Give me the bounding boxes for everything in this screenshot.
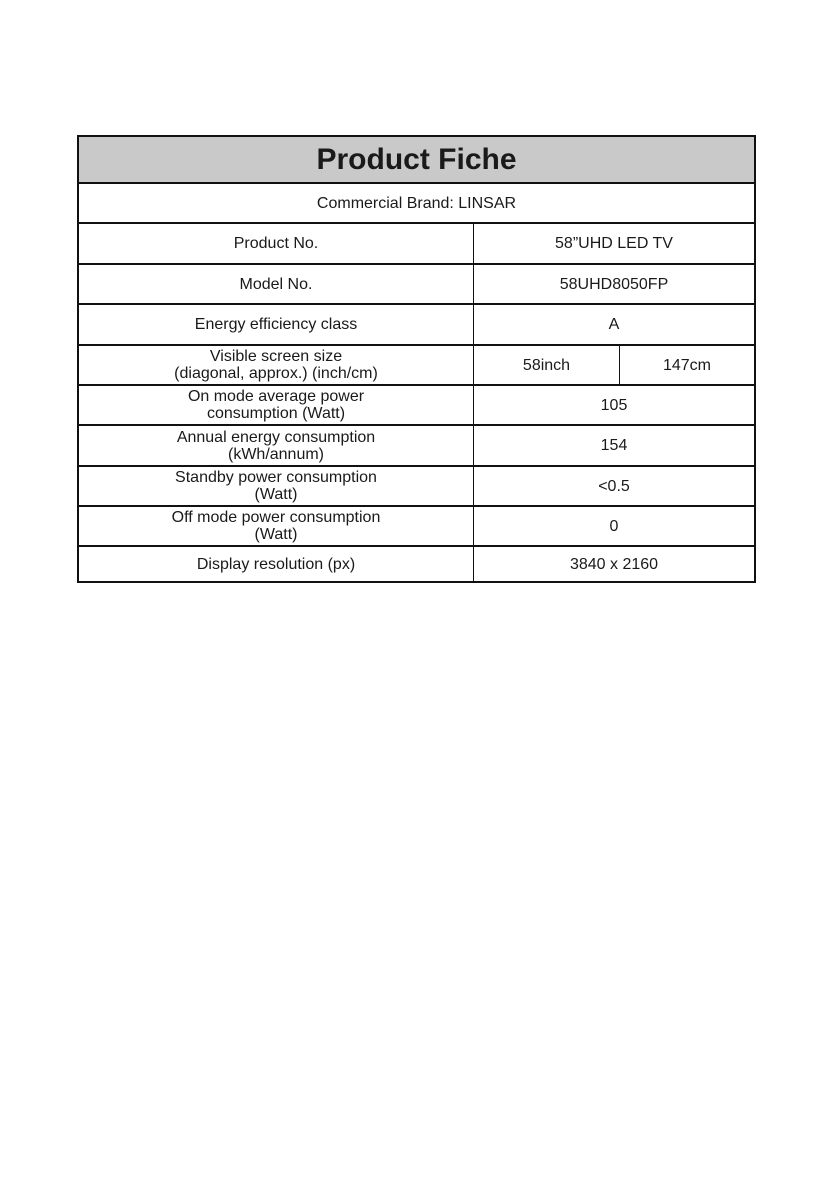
annual-energy-label-line1: Annual energy consumption [176,428,376,446]
off-mode-power-label-line2: (Watt) [254,526,298,543]
screen-size-label-line1: Visible screen size [209,348,343,365]
off-mode-power-label [79,505,474,545]
on-mode-power-value: 105 [474,384,754,424]
screen-size-label-line2: (diagonal, approx.) (inch/cm) [174,365,378,382]
product-no-value: 58”UHD LED TV [474,222,754,263]
display-resolution-label: Display resolution (px) [79,545,474,581]
annual-energy-label [79,424,474,465]
product-fiche-table [77,135,756,583]
annual-energy-value: 154 [474,424,754,465]
energy-class-label: Energy efficiency class [79,303,474,344]
standby-power-label-line2: (Watt) [254,486,298,503]
screen-size-label [79,344,474,384]
on-mode-power-label-line2: consumption (Watt) [206,405,346,422]
standby-power-label [79,465,474,505]
commercial-brand: Commercial Brand: LINSAR [79,182,754,222]
off-mode-power-value: 0 [474,505,754,545]
off-mode-power-label-line1: Off mode power consumption [171,509,381,526]
standby-power-label-line1: Standby power consumption [175,469,377,486]
on-mode-power-label [79,384,474,424]
display-resolution-value: 3840 x 2160 [474,545,754,581]
fiche-title: Product Fiche [79,137,754,182]
model-no-label: Model No. [79,263,474,303]
annual-energy-label-line2: (kWh/annum) [227,445,325,463]
screen-size-cm: 147cm [620,344,754,384]
product-no-label: Product No. [79,222,474,263]
standby-power-value: <0.5 [474,465,754,505]
energy-class-value: A [474,303,754,344]
model-no-value: 58UHD8050FP [474,263,754,303]
screen-size-inch: 58inch [474,344,620,384]
on-mode-power-label-line1: On mode average power [187,388,365,405]
